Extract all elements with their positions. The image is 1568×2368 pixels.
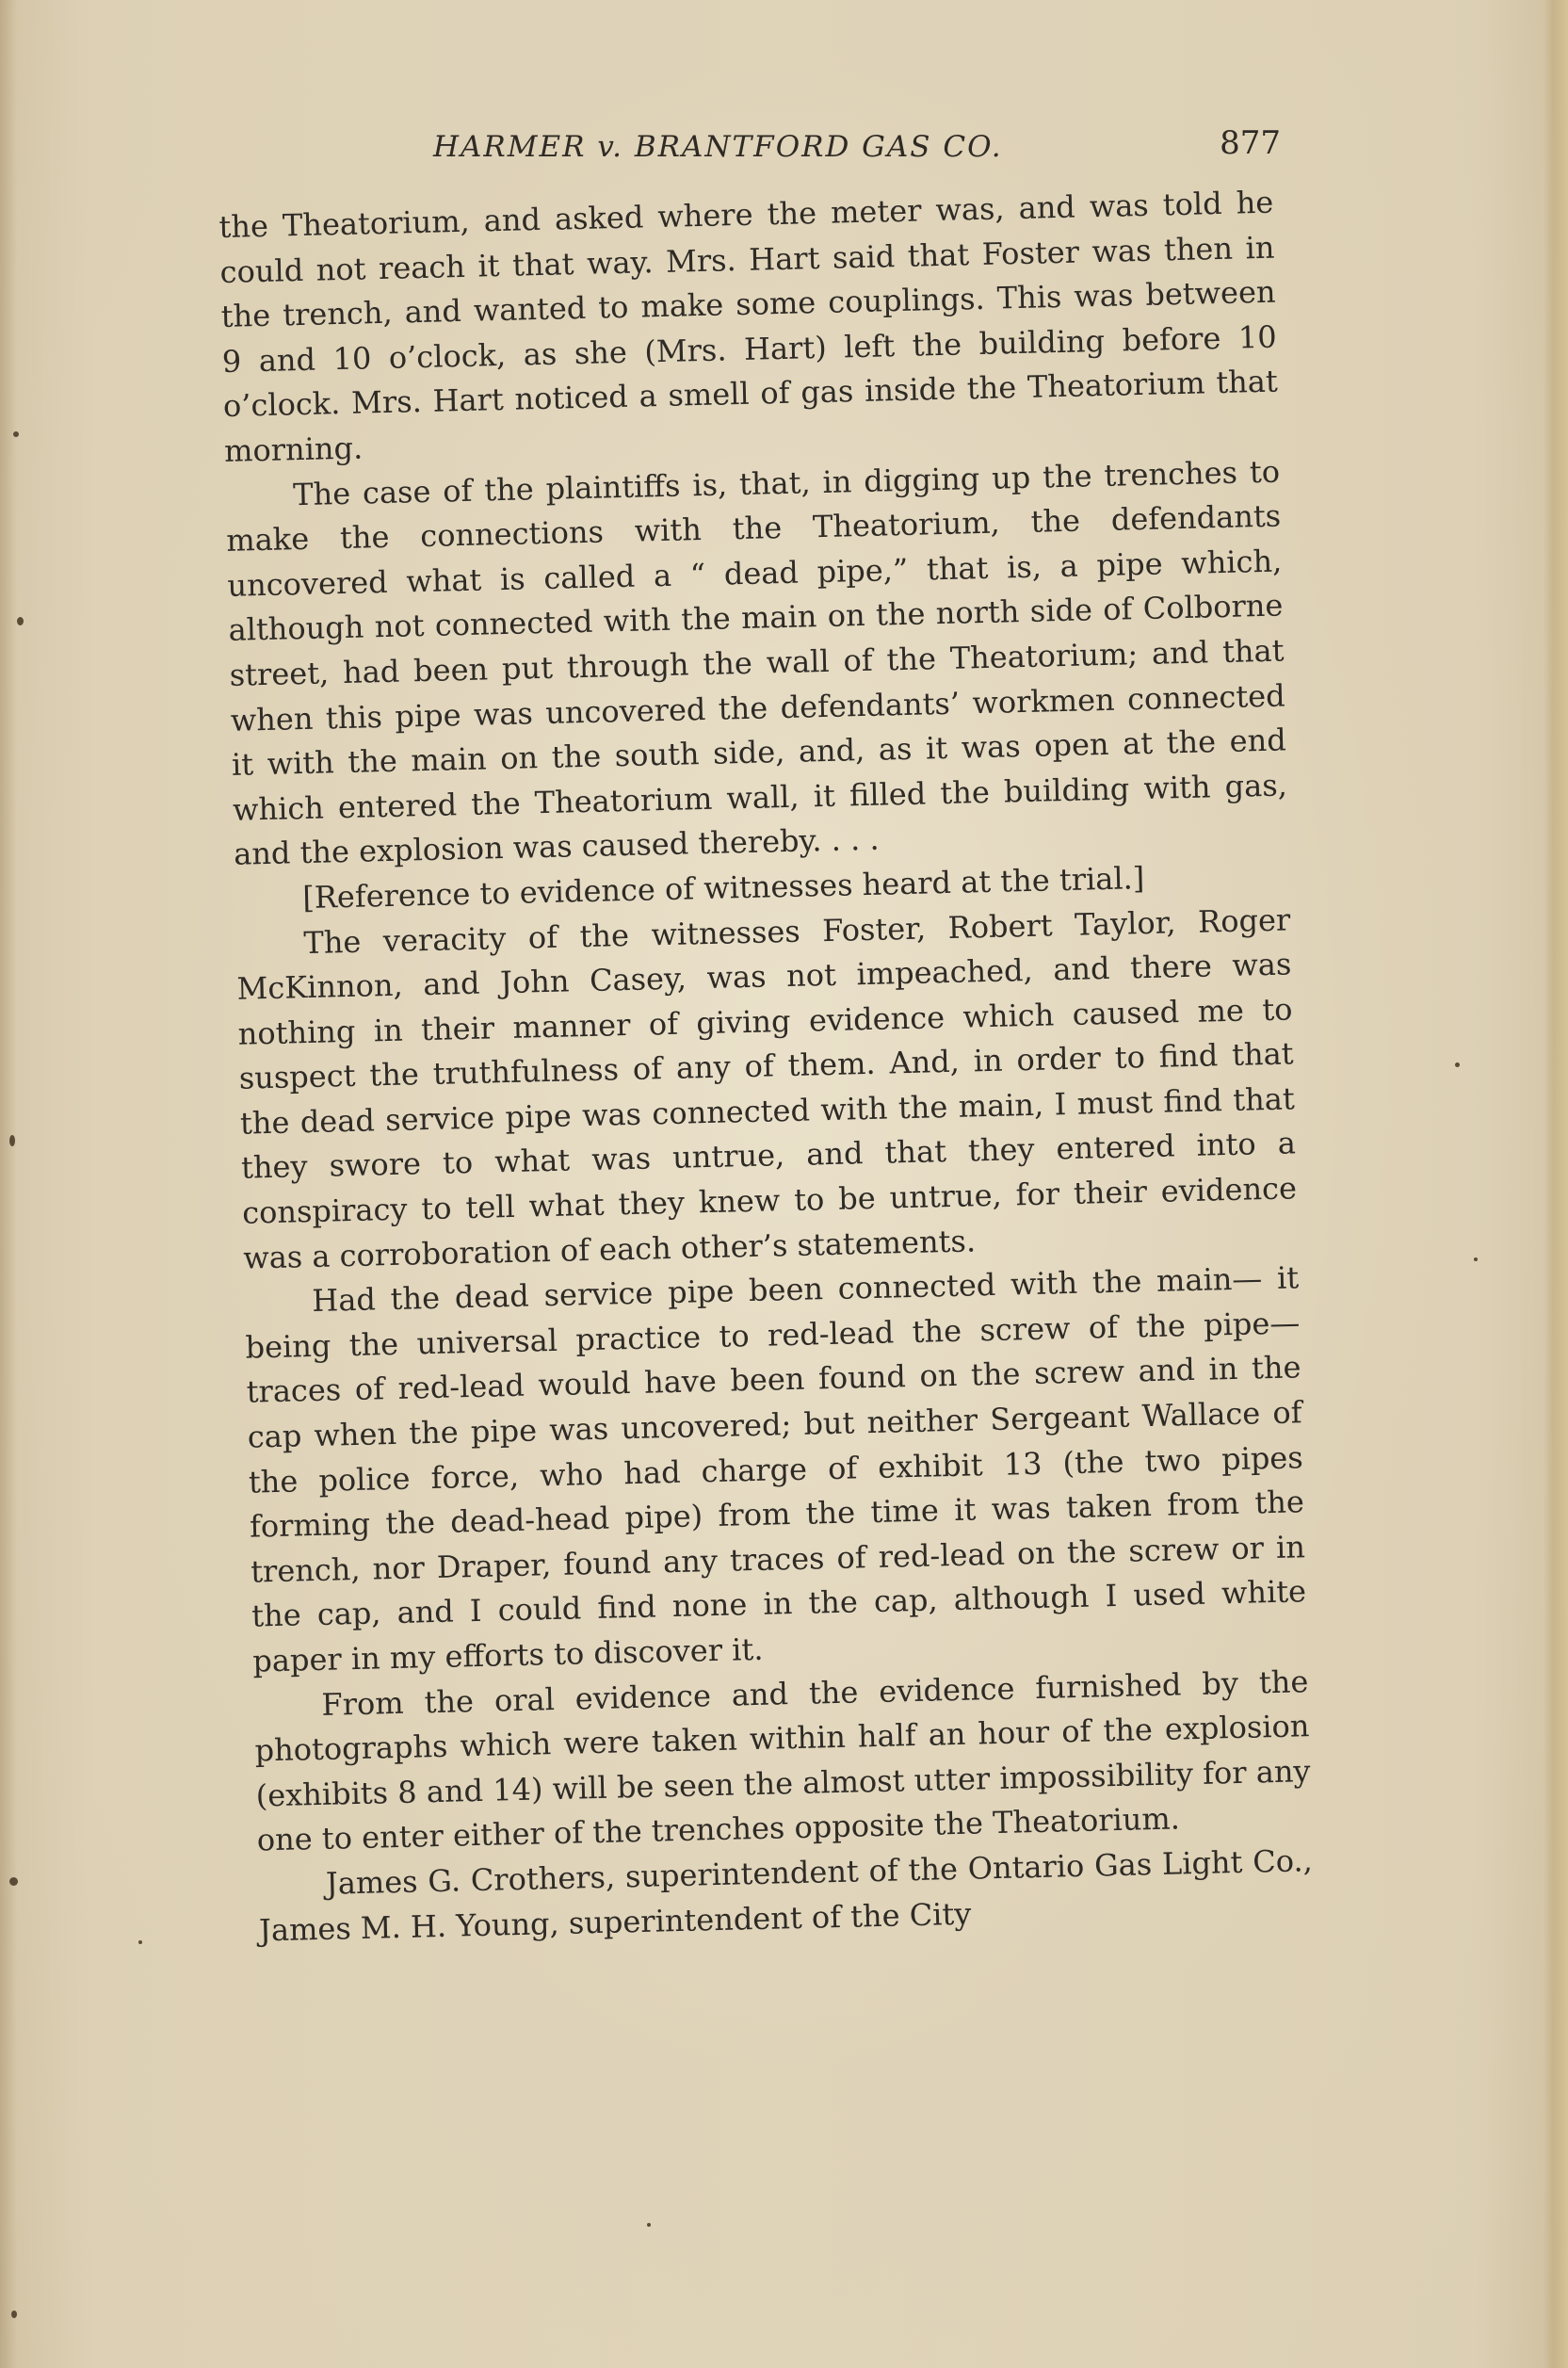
ink-speck	[647, 2223, 651, 2227]
paragraph-continuation: the Theatorium, and asked where the meter was, and was told he could not reach it that way. Mrs. Hart said that Foster was then in the trench, and wanted to make some couplings. This was between 9 and 10 o’clock, as she (Mrs. Hart) left the building before 10 o’clock. Mrs. Hart noticed a smell of gas inside the Theatorium that morning.	[218, 184, 1279, 469]
paragraph-plaintiffs-case: The case of the plaintiffs is, that, in digging up the trenches to make the connections with the Theatorium, the defendants uncovered what is called a “ dead pipe,” that is, a pipe which, although not connected with the main on the north side of Colborne street, had been put through the wall of the Theatorium; and that when this pipe was uncovered the defendants’ workmen connected it with the main on the south side, and, as it was open at the end which entered the Theatorium wall, it filled the building with gas, and the explosion was caused thereby. . . .	[225, 453, 1288, 873]
running-title: HARMER v. BRANTFORD GAS CO.	[433, 130, 1003, 164]
ink-speck	[1474, 1257, 1478, 1261]
ink-speck	[13, 431, 19, 437]
running-head	[217, 124, 1281, 181]
page-number: 877	[1220, 124, 1281, 162]
ink-speck	[9, 1135, 15, 1146]
page-left-shadow	[0, 0, 17, 2368]
paragraph-reference-note: [Reference to evidence of witnesses heard at the trial.]	[301, 859, 1145, 916]
page-right-edge	[1544, 0, 1568, 2368]
paragraph-red-lead: Had the dead service pipe been connected with the main— it being the universal practice to red-lead the screw of the pipe—traces of red-lead would have been found on the screw and in the cap when the pipe was uncovered; but neither Sergeant Wallace of the police force, who had charge of exhibit 13 (the two pipes forming the dead-head pipe) from the time it was taken from the trench, nor Draper, found any traces of red-lead on the screw or in the cap, and I could find none in the cap, although I used white paper in my efforts to discover it.	[245, 1259, 1307, 1679]
body-text	[218, 181, 1314, 1954]
ink-speck	[1455, 1062, 1460, 1067]
ink-speck	[9, 1877, 18, 1886]
paragraph-veracity: The veracity of the witnesses Foster, Robert Taylor, Roger McKinnon, and John Casey, was not impeached, and there was nothing in their manner of giving evidence which caused me to suspect the truthfulness of any of them. And, in order to find that the dead service pipe was connected with the main, I must find that they swore to what was untrue, and that they entered into a conspiracy to tell what they knew to be untrue, for their evidence was a corroboration of each other’s statements.	[236, 900, 1298, 1276]
ink-speck	[11, 2311, 17, 2318]
paragraph-crothers: James G. Crothers, superintendent of the Ontario Gas Light Co., James M. H. Young, superintendent of the City	[258, 1842, 1314, 1949]
ink-speck	[138, 1940, 142, 1944]
paragraph-photographs: From the oral evidence and the evidence furnished by the photographs which were taken within half an hour of the explosion (exhibits 8 and 14) will be seen the almost utter impossibility for any one to enter either of the trenches opposite the Theatorium.	[254, 1662, 1311, 1858]
ink-speck	[17, 617, 24, 625]
